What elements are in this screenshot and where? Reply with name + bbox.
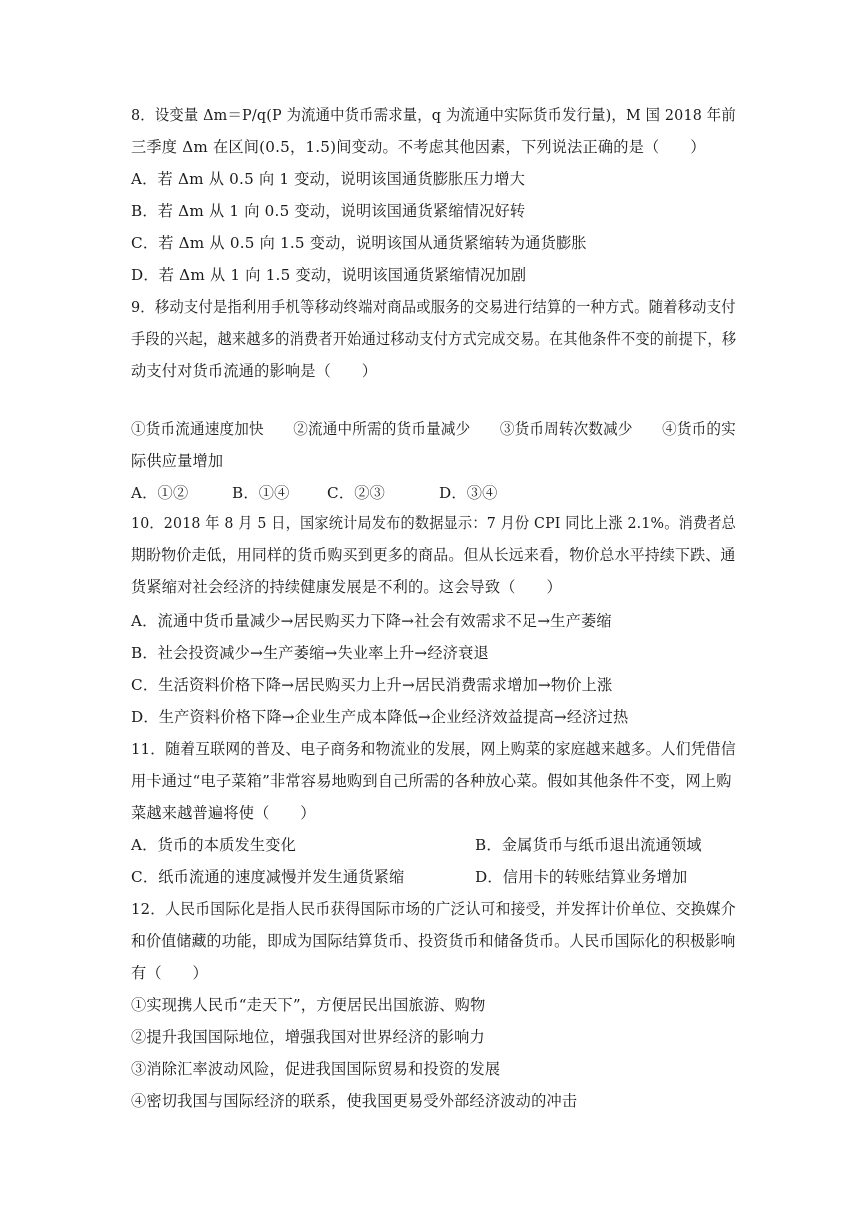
question-9-statements-line-2: 际供应量增加 bbox=[131, 452, 224, 470]
question-10-stem-line-2: 期盼物价走低，用同样的货币购买到更多的商品。但从长远来看，物价总水平持续下跌、通 bbox=[131, 546, 736, 564]
question-10-option-b: B．社会投资减少→生产萎缩→失业率上升→经济衰退 bbox=[131, 644, 489, 662]
question-10-stem-line-3: 货紧缩对社会经济的持续健康发展是不利的。这会导致（ ） bbox=[131, 578, 562, 596]
question-11-option-b: B．金属货币与纸币退出流通领域 bbox=[475, 836, 702, 854]
question-9-stem-line-1: 9．移动支付是指利用手机等移动终端对商品或服务的交易进行结算的一种方式。随着移动支付 bbox=[131, 298, 736, 316]
question-8-option-b: B．若 Δm 从 1 向 0.5 变动，说明该国通货紧缩情况好转 bbox=[131, 202, 526, 220]
question-9-stem-line-3: 动支付对货币流通的影响是（ ） bbox=[131, 362, 378, 380]
question-12-statement-4: ④密切我国与国际经济的联系，使我国更易受外部经济波动的冲击 bbox=[131, 1092, 578, 1110]
question-11-option-a: A．货币的本质发生变化 bbox=[131, 836, 297, 854]
question-12-statement-1: ①实现携人民币“走天下”，方便居民出国旅游、购物 bbox=[131, 996, 486, 1014]
question-8-option-a: A．若 Δm 从 0.5 向 1 变动，说明该国通货膨胀压力增大 bbox=[131, 170, 526, 188]
question-11-stem-line-1: 11．随着互联网的普及、电子商务和物流业的发展，网上购菜的家庭越来越多。人们凭借信 bbox=[131, 740, 736, 758]
question-12-statement-3: ③消除汇率波动风险，促进我国国际贸易和投资的发展 bbox=[131, 1060, 501, 1078]
question-9-option-a: A．①② bbox=[131, 484, 189, 502]
question-12-stem-line-3: 有（ ） bbox=[131, 964, 208, 982]
question-9-option-c: C．②③ bbox=[327, 484, 385, 502]
question-9-statements-line-1: ①货币流通速度加快 ②流通中所需的货币量减少 ③货币周转次数减少 ④货币的实 bbox=[131, 420, 736, 438]
question-11-option-d: D．信用卡的转账结算业务增加 bbox=[475, 868, 688, 886]
question-9-option-d: D．③④ bbox=[439, 484, 498, 502]
question-8-stem-line-1: 8．设变量 Δm＝P/q(P 为流通中货币需求量，q 为流通中实际货币发行量)，M 国 2018 年前 bbox=[131, 106, 736, 124]
question-10-stem-line-1: 10．2018 年 8 月 5 日，国家统计局发布的数据显示：7 月份 CPI 同比上涨 2.1%。消费者总 bbox=[131, 514, 737, 532]
question-10-option-c: C．生活资料价格下降→居民购买力上升→居民消费需求增加→物价上涨 bbox=[131, 676, 613, 694]
question-11-stem-line-3: 菜越来越普遍将使（ ） bbox=[131, 804, 316, 822]
question-8-option-c: C．若 Δm 从 0.5 向 1.5 变动，说明该国从通货紧缩转为通货膨胀 bbox=[131, 234, 587, 252]
question-10-option-a: A．流通中货币量减少→居民购买力下降→社会有效需求不足→生产萎缩 bbox=[131, 612, 612, 630]
question-8-stem-line-2: 三季度 Δm 在区间(0.5，1.5)间变动。不考虑其他因素，下列说法正确的是（ ） bbox=[131, 138, 706, 156]
question-12-statement-2: ②提升我国国际地位，增强我国对世界经济的影响力 bbox=[131, 1028, 485, 1046]
question-9-option-b: B．①④ bbox=[232, 484, 290, 502]
question-12-stem-line-2: 和价值储藏的功能，即成为国际结算货币、投资货币和储备货币。人民币国际化的积极影响 bbox=[131, 932, 736, 950]
question-12-stem-line-1: 12．人民币国际化是指人民币获得国际市场的广泛认可和接受，并发挥计价单位、交换媒介 bbox=[131, 900, 736, 918]
question-9-stem-line-2: 手段的兴起，越来越多的消费者开始通过移动支付方式完成交易。在其他条件不变的前提下，移 bbox=[131, 330, 737, 348]
question-10-option-d: D．生产资料价格下降→企业生产成本降低→企业经济效益提高→经济过热 bbox=[131, 708, 629, 726]
question-8-option-d: D．若 Δm 从 1 向 1.5 变动，说明该国通货紧缩情况加剧 bbox=[131, 266, 527, 284]
question-11-option-c: C．纸币流通的速度减慢并发生通货紧缩 bbox=[131, 868, 405, 886]
question-11-stem-line-2: 用卡通过“电子菜箱”非常容易地购到自己所需的各种放心菜。假如其他条件不变，网上购 bbox=[131, 772, 732, 790]
